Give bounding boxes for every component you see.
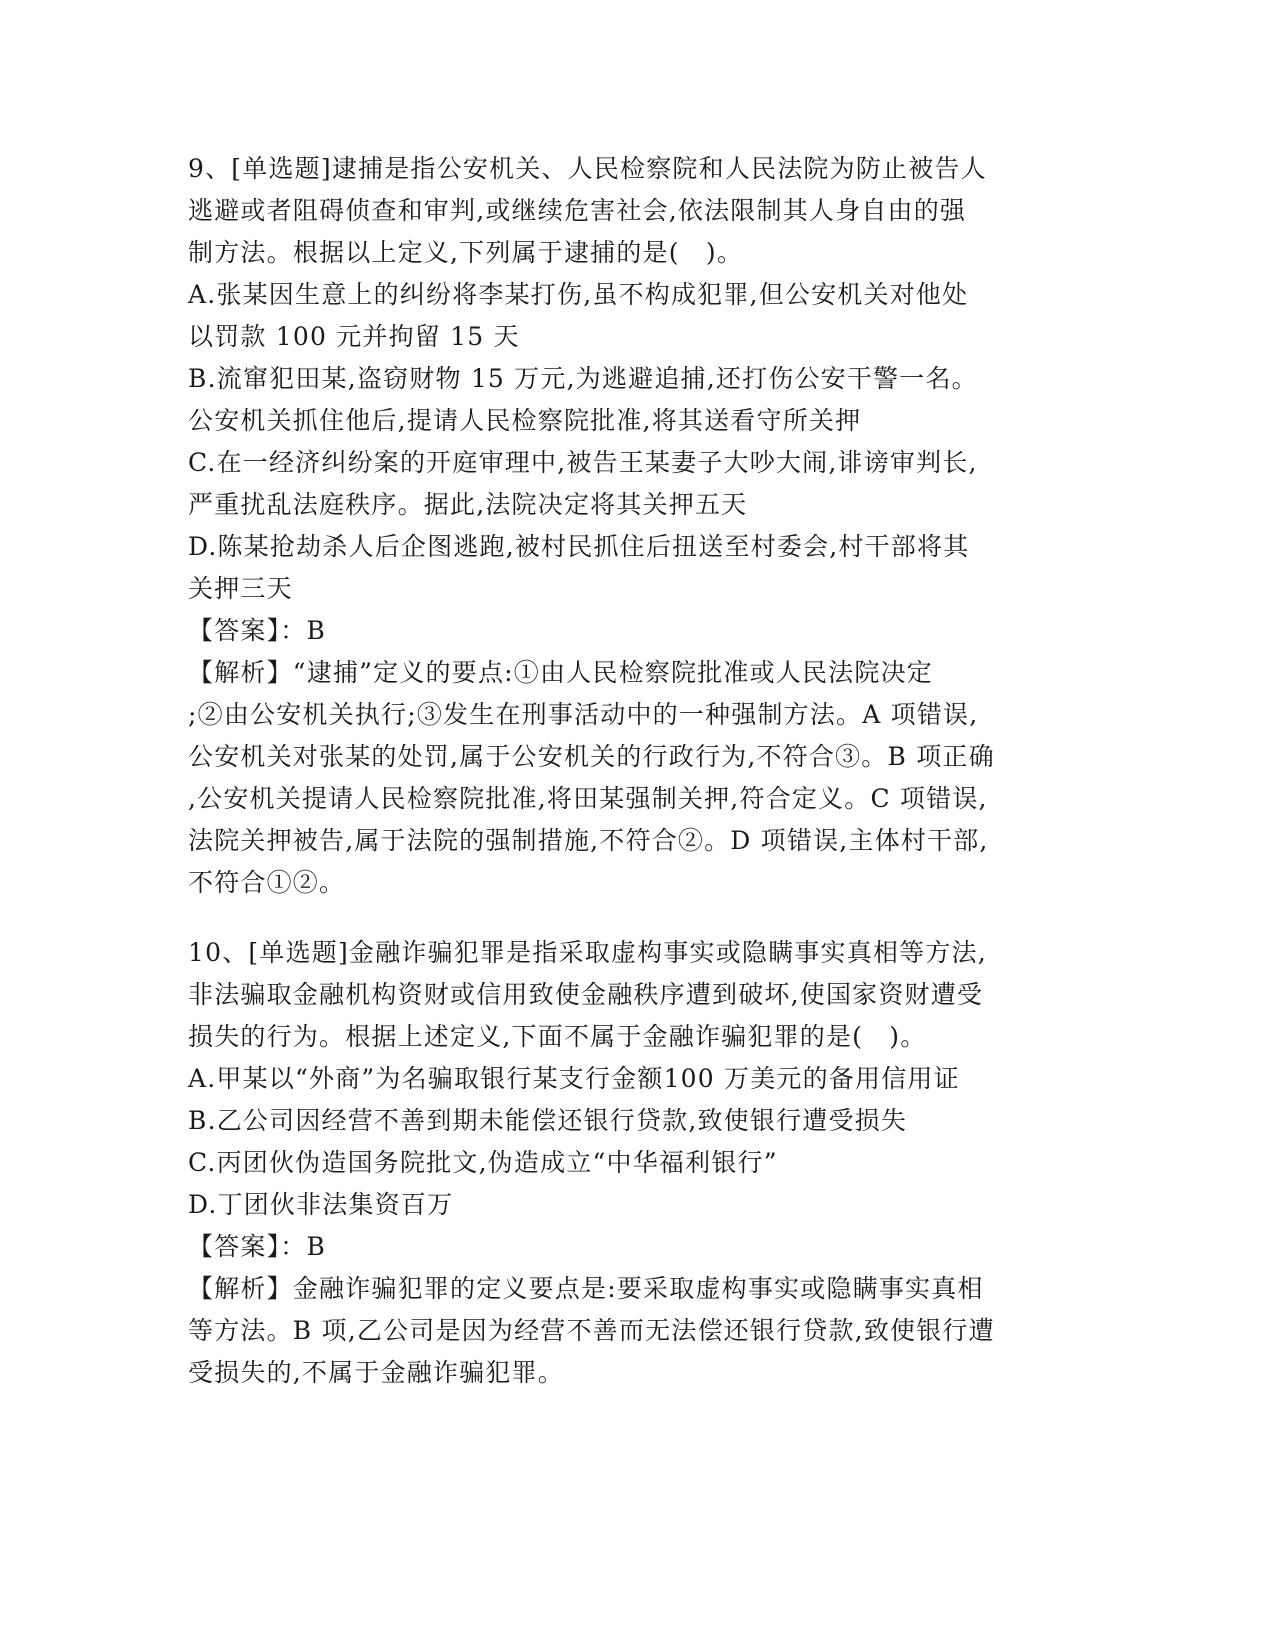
option-c-line: 严重扰乱法庭秩序。据此,法院决定将其关押五天 [188,490,748,519]
analysis-line: 公安机关对张某的处罚,属于公安机关的行政行为,不符合③。B 项正确 [188,742,995,771]
question-10 [188,932,1088,1394]
option-c-line: C.丙团伙伪造国务院批文,伪造成立“中华福利银行” [188,1148,778,1177]
option-d-line: D.丁团伙非法集资百万 [188,1190,454,1219]
question-stem-line: 9、[单选题]逮捕是指公安机关、人民检察院和人民法院为防止被告人 [188,154,987,183]
option-d-line: D.陈某抢劫杀人后企图逃跑,被村民抓住后扭送至村委会,村干部将其 [188,532,970,561]
question-stem-line: 非法骗取金融机构资财或信用致使金融秩序遭到破坏,使国家资财遭受 [188,980,984,1009]
option-c-line: C.在一经济纠纷案的开庭审理中,被告王某妻子大吵大闹,诽谤审判长, [188,448,978,477]
question-stem-line: 逃避或者阻碍侦查和审判,或继续危害社会,依法限制其人身自由的强 [188,196,967,225]
question-stem-line: 损失的行为。根据上述定义,下面不属于金融诈骗犯罪的是( )。 [188,1022,927,1051]
option-b-line: B.乙公司因经营不善到期未能偿还银行贷款,致使银行遭受损失 [188,1106,908,1135]
analysis-line: 不符合①②。 [188,868,346,897]
analysis-line: 等方法。B 项,乙公司是因为经营不善而无法偿还银行贷款,致使银行遭 [188,1316,995,1345]
option-b-line: 公安机关抓住他后,提请人民检察院批准,将其送看守所关押 [188,406,862,435]
analysis-line: ,公安机关提请人民检察院批准,将田某强制关押,符合定义。C 项错误, [188,784,988,813]
question-9 [188,148,1088,904]
question-stem-line: 10、[单选题]金融诈骗犯罪是指采取虚构事实或隐瞒事实真相等方法, [188,938,987,967]
analysis-line: 【解析】金融诈骗犯罪的定义要点是:要采取虚构事实或隐瞒事实真相 [188,1274,984,1303]
answer-line: 【答案】：B [188,616,327,645]
analysis-line: ;②由公安机关执行;③发生在刑事活动中的一种强制方法。A 项错误, [188,700,979,729]
analysis-line: 受损失的,不属于金融诈骗犯罪。 [188,1358,564,1387]
answer-line: 【答案】：B [188,1232,327,1261]
analysis-line: 法院关押被告,属于法院的强制措施,不符合②。D 项错误,主体村干部, [188,826,989,855]
option-d-line: 关押三天 [188,574,293,603]
option-a-line: 以罚款 100 元并拘留 15 天 [188,322,520,351]
option-a-line: A.张某因生意上的纠纷将李某打伤,虽不构成犯罪,但公安机关对他处 [188,280,969,309]
option-b-line: B.流窜犯田某,盗窃财物 15 万元,为逃避追捕,还打伤公安干警一名。 [188,364,978,393]
option-a-line: A.甲某以“外商”为名骗取银行某支行金额100 万美元的备用信用证 [188,1064,960,1093]
analysis-line: 【解析】“逮捕”定义的要点:①由人民检察院批准或人民法院决定 [188,658,933,687]
question-stem-line: 制方法。根据以上定义,下列属于逮捕的是( )。 [188,238,744,267]
